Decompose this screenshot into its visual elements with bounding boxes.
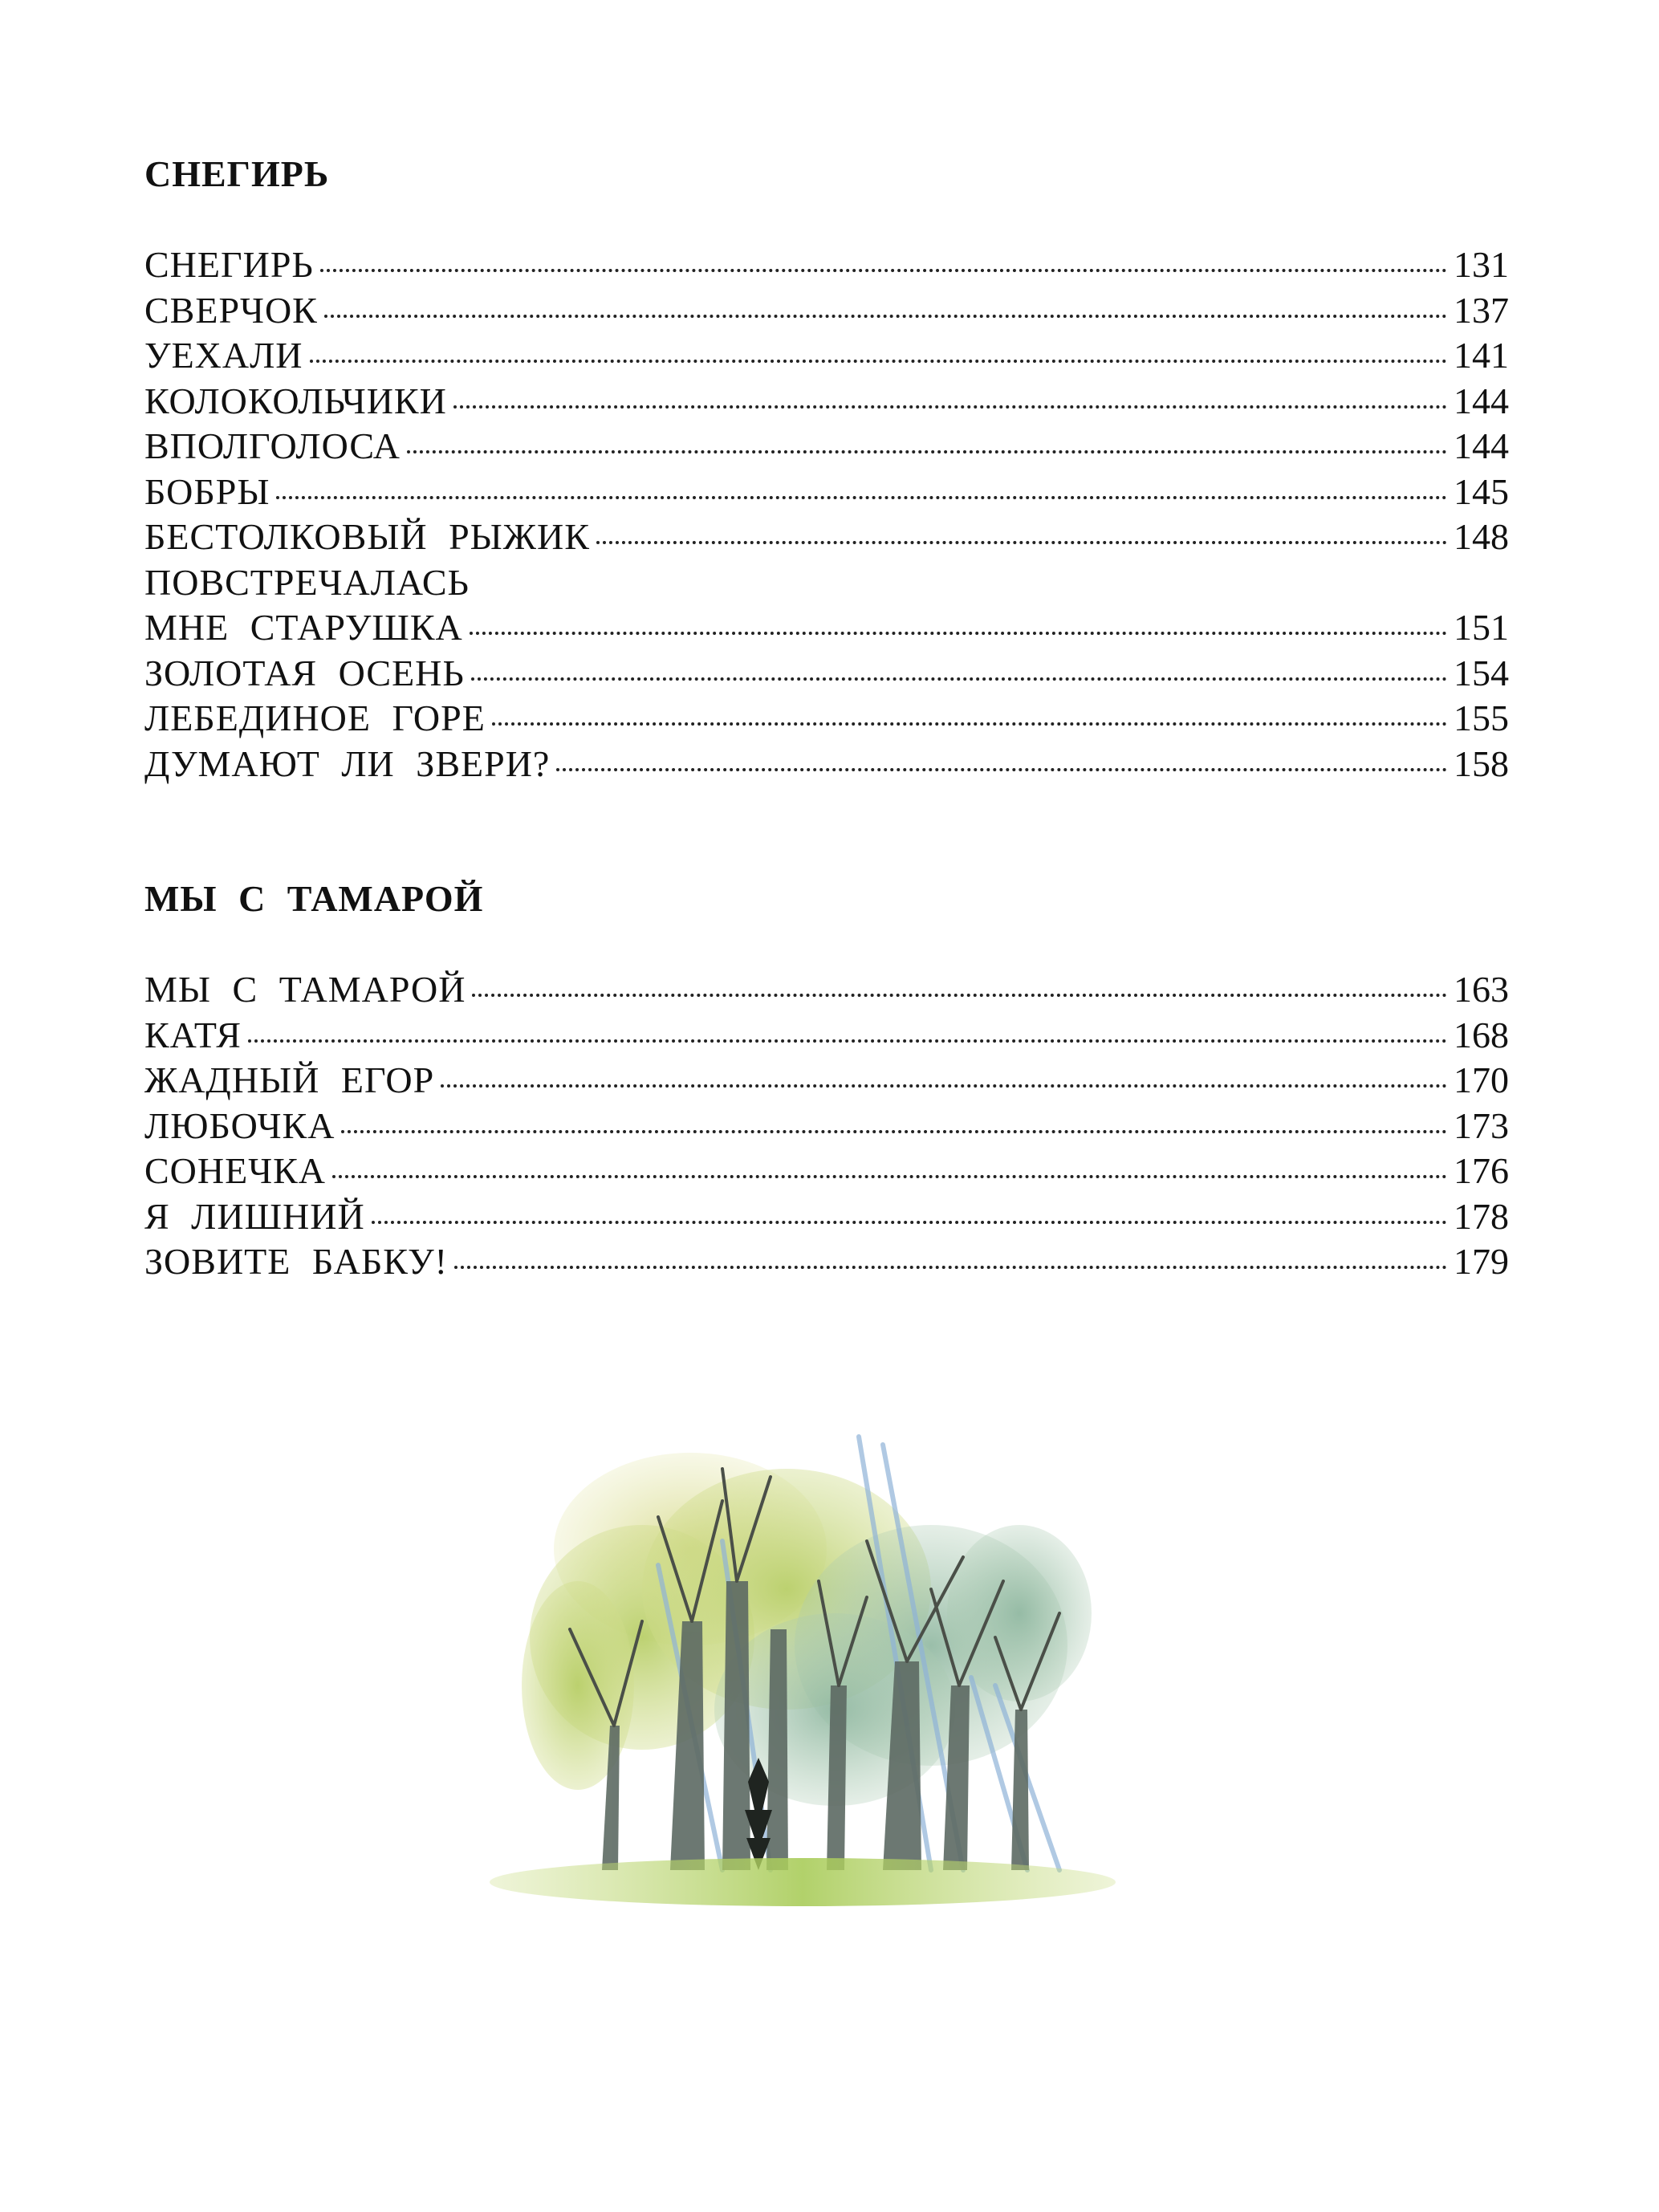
toc-entry bbox=[144, 1104, 1509, 1149]
entry-title: КАТЯ bbox=[144, 1014, 242, 1055]
entry-title: ЖАДНЫЙ ЕГОР bbox=[144, 1059, 435, 1100]
entry-title: ДУМАЮТ ЛИ ЗВЕРИ? bbox=[144, 742, 551, 784]
entry-title: УЕХАЛИ bbox=[144, 335, 303, 376]
leader-dots bbox=[441, 1084, 1447, 1088]
entry-page: 151 bbox=[1454, 607, 1509, 648]
toc-entry bbox=[144, 696, 1509, 742]
leader-dots bbox=[492, 722, 1447, 726]
toc-entry bbox=[144, 967, 1509, 1013]
leader-dots bbox=[341, 1130, 1447, 1133]
entry-page: 173 bbox=[1454, 1104, 1509, 1146]
entry-title: ЛЮБОЧКА bbox=[144, 1104, 335, 1146]
entry-page: 155 bbox=[1454, 697, 1509, 738]
entry-page: 178 bbox=[1454, 1195, 1509, 1237]
leader-dots bbox=[372, 1221, 1447, 1224]
section-title-my-s-tamaroy: МЫ С ТАМАРОЙ bbox=[144, 878, 484, 919]
leader-dots bbox=[470, 632, 1447, 635]
entry-page: 158 bbox=[1454, 742, 1509, 784]
leader-dots bbox=[310, 360, 1447, 363]
entry-title: СНЕГИРЬ bbox=[144, 244, 314, 285]
toc-entry bbox=[144, 288, 1509, 334]
entry-title: ЛЕБЕДИНОЕ ГОРЕ bbox=[144, 697, 486, 738]
leader-dots bbox=[471, 677, 1447, 681]
leader-dots bbox=[248, 1039, 1447, 1043]
toc-entry bbox=[144, 1194, 1509, 1240]
toc-entry bbox=[144, 424, 1509, 470]
toc-entry bbox=[144, 333, 1509, 379]
toc-entry bbox=[144, 1149, 1509, 1194]
leader-dots bbox=[320, 269, 1447, 272]
entry-title: МЫ С ТАМАРОЙ bbox=[144, 969, 466, 1010]
entry-page: 144 bbox=[1454, 425, 1509, 466]
leader-dots bbox=[276, 496, 1447, 499]
entry-page: 179 bbox=[1454, 1241, 1509, 1282]
entry-title: МНЕ СТАРУШКА bbox=[144, 607, 463, 648]
leader-dots bbox=[332, 1175, 1447, 1178]
entry-title: ЗОВИТЕ БАБКУ! bbox=[144, 1241, 448, 1282]
entry-title: ВПОЛГОЛОСА bbox=[144, 425, 401, 466]
entry-page: 154 bbox=[1454, 652, 1509, 693]
leader-dots bbox=[407, 450, 1447, 453]
entry-title: Я ЛИШНИЙ bbox=[144, 1195, 365, 1237]
toc-entry bbox=[144, 651, 1509, 697]
section-title-snegir: СНЕГИРЬ bbox=[144, 153, 330, 194]
leader-dots bbox=[556, 768, 1447, 771]
leader-dots bbox=[324, 315, 1447, 318]
leader-dots bbox=[472, 994, 1447, 997]
entry-page: 131 bbox=[1454, 244, 1509, 285]
toc-entry bbox=[144, 379, 1509, 425]
toc-list-snegir bbox=[144, 242, 1509, 787]
toc-entry bbox=[144, 1239, 1509, 1285]
entry-title: БЕСТОЛКОВЫЙ РЫЖИК bbox=[144, 516, 590, 557]
toc-entry bbox=[144, 242, 1509, 288]
toc-entry bbox=[144, 1058, 1509, 1104]
entry-page: 170 bbox=[1454, 1059, 1509, 1100]
entry-title: СОНЕЧКА bbox=[144, 1150, 327, 1191]
toc-entry bbox=[144, 514, 1509, 560]
toc-list-my-s-tamaroy bbox=[144, 967, 1509, 1285]
entry-page: 148 bbox=[1454, 516, 1509, 557]
entry-page: 145 bbox=[1454, 470, 1509, 512]
entry-page: 144 bbox=[1454, 380, 1509, 421]
forest-illustration bbox=[482, 1421, 1124, 1950]
leader-dots bbox=[453, 405, 1447, 409]
toc-entry bbox=[144, 1013, 1509, 1059]
entry-title: БОБРЫ bbox=[144, 470, 270, 512]
leader-dots bbox=[596, 541, 1447, 544]
toc-entry bbox=[144, 605, 1509, 651]
entry-title: ПОВСТРЕЧАЛАСЬ bbox=[144, 561, 470, 603]
entry-title: ЗОЛОТАЯ ОСЕНЬ bbox=[144, 652, 465, 693]
entry-title: КОЛОКОЛЬЧИКИ bbox=[144, 380, 447, 421]
toc-entry bbox=[144, 470, 1509, 515]
entry-title: СВЕРЧОК bbox=[144, 289, 318, 331]
toc-entry bbox=[144, 560, 1509, 606]
entry-page: 141 bbox=[1454, 335, 1509, 376]
toc-entry bbox=[144, 742, 1509, 787]
leader-dots bbox=[454, 1266, 1447, 1269]
entry-page: 163 bbox=[1454, 969, 1509, 1010]
entry-page: 168 bbox=[1454, 1014, 1509, 1055]
entry-page: 137 bbox=[1454, 289, 1509, 331]
entry-page: 176 bbox=[1454, 1150, 1509, 1191]
